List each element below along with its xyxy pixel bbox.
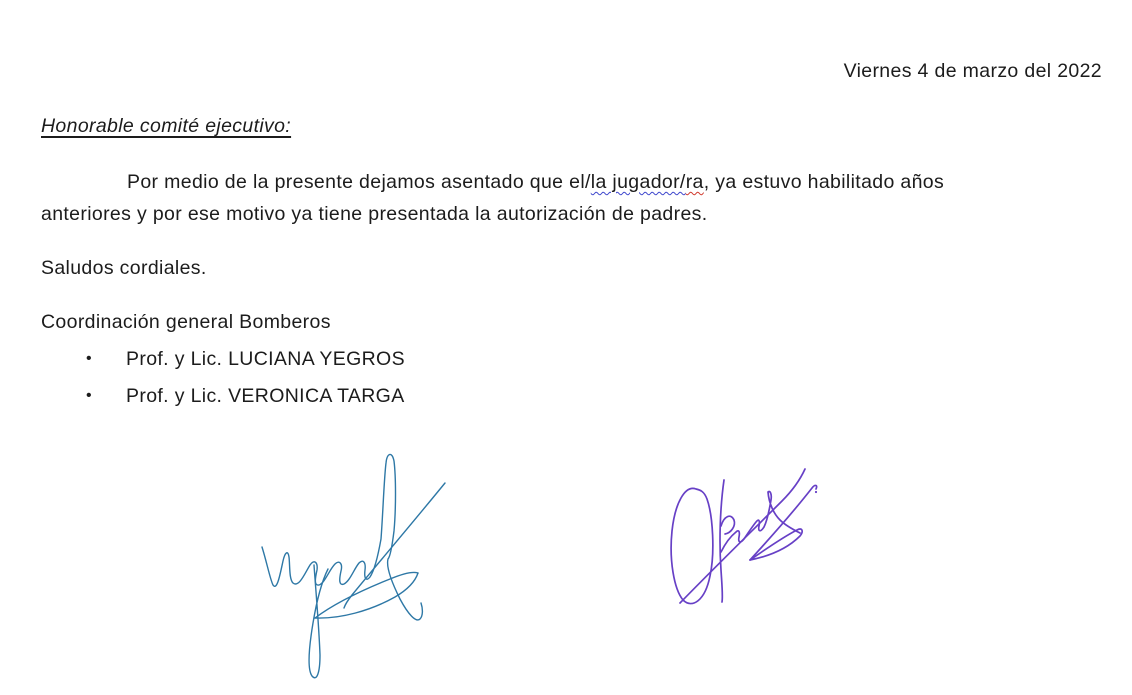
salutation-heading: Honorable comité ejecutivo: [41, 115, 292, 137]
ink-dot [815, 491, 817, 493]
spellcheck-blue-segment: la jugador/ [590, 171, 686, 193]
signatory-name: Prof. y Lic. LUCIANA YEGROS [126, 347, 405, 370]
body-text-segment-1: Por medio de la presente dejamos asentado que el/ [127, 171, 591, 193]
date-line: Viernes 4 de marzo del 2022 [843, 60, 1102, 82]
body-text-segment-3: anteriores y por ese motivo ya tiene presentada la autorización de padres. [41, 203, 708, 225]
body-paragraph [41, 166, 1106, 230]
bullet-icon: • [86, 350, 92, 368]
signature-block-title: Coordinación general Bomberos [41, 311, 331, 333]
handwritten-signature-left-image [250, 451, 462, 691]
list-item [41, 378, 405, 415]
spellcheck-red-segment: ra [685, 171, 704, 193]
handwritten-signature-right-image [652, 456, 834, 608]
signatories-list [41, 341, 405, 415]
list-item [41, 341, 405, 378]
signatory-name: Prof. y Lic. VERONICA TARGA [126, 384, 405, 407]
body-text-segment-2: , ya estuvo habilitado años [703, 171, 945, 193]
bullet-icon: • [86, 387, 92, 405]
closing-line: Saludos cordiales. [41, 257, 207, 279]
